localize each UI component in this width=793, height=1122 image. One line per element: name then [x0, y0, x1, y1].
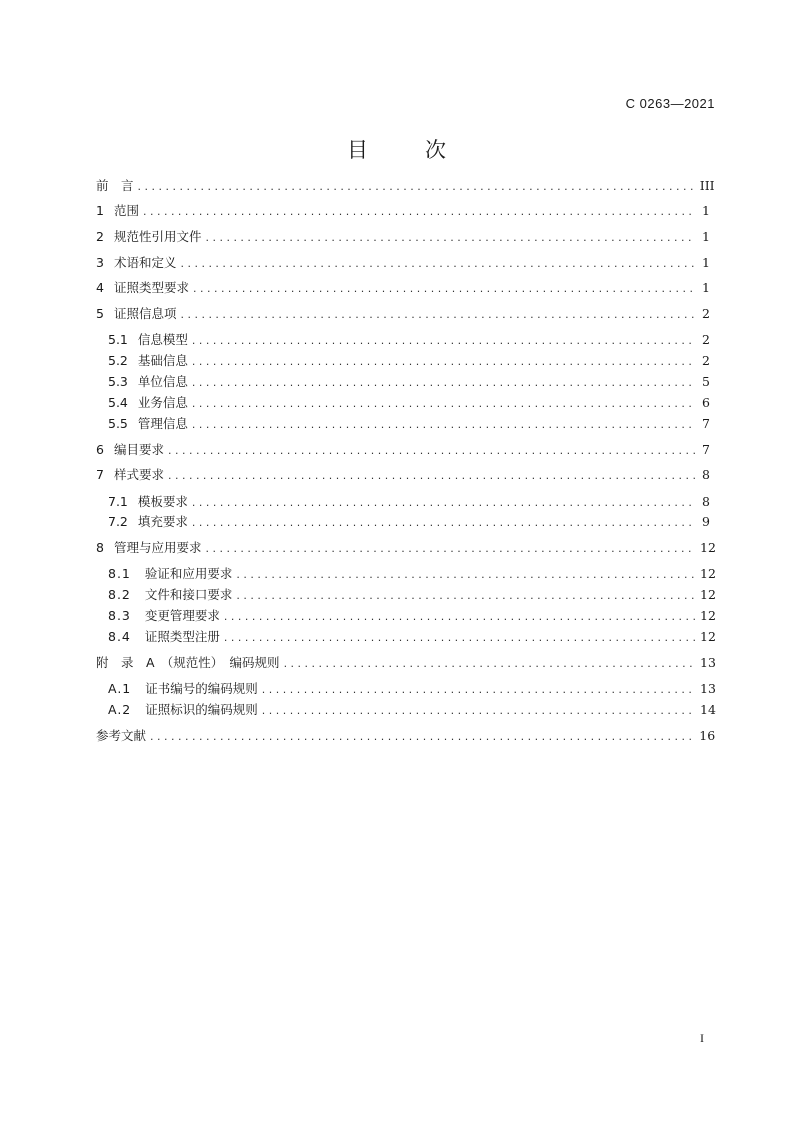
toc-entry-label: 编目要求	[113, 442, 164, 457]
leader-dots	[168, 465, 696, 486]
toc-entry-page: 2	[702, 332, 710, 347]
toc-entry-8-1[interactable]	[108, 564, 716, 584]
toc-entry-8[interactable]	[96, 538, 716, 558]
toc-entry-page: 12	[700, 566, 716, 581]
toc-entry-5[interactable]	[96, 304, 710, 324]
toc-entry-page: 1	[702, 280, 710, 295]
toc-entry-label: 样式要求	[113, 467, 164, 482]
toc-entry-label: 验证和应用要求	[144, 566, 233, 581]
toc-entry-page: 12	[700, 587, 716, 602]
toc-entry-appendix-a[interactable]	[96, 653, 716, 673]
leader-dots	[150, 726, 695, 747]
toc-entry-label: 证书编号的编码规则	[145, 681, 258, 696]
toc-entry-page: 8	[702, 494, 710, 509]
toc-entry-label: 前 言	[96, 178, 134, 193]
toc-entry-page: 1	[702, 203, 710, 218]
toc-entry-5-2[interactable]	[108, 351, 710, 371]
toc-entry-a-2[interactable]	[108, 700, 716, 720]
toc-entry-foreword[interactable]	[96, 176, 715, 196]
toc-entry-6[interactable]	[96, 440, 710, 460]
toc-entry-a-1[interactable]	[108, 679, 716, 699]
leader-dots	[236, 585, 696, 606]
toc-entry-5-1[interactable]	[108, 330, 710, 350]
toc-entry-label: 附 录 A （规范性） 编码规则	[96, 655, 280, 670]
toc-entry-7[interactable]	[96, 465, 710, 485]
leader-dots	[236, 564, 696, 585]
toc-entry-8-3[interactable]	[108, 606, 716, 626]
toc-entry-number: 7.2	[108, 514, 128, 529]
toc-entry-label: 证照标识的编码规则	[145, 702, 258, 717]
toc-entry-5-5[interactable]	[108, 414, 710, 434]
leader-dots	[192, 512, 696, 533]
leader-dots	[224, 606, 696, 627]
leader-dots	[138, 176, 696, 197]
toc-entry-8-2[interactable]	[108, 585, 716, 605]
toc-entry-page: 2	[702, 306, 710, 321]
leader-dots	[205, 227, 696, 248]
toc-entry-page: 6	[702, 395, 710, 410]
toc-entry-label: 管理与应用要求	[113, 540, 202, 555]
toc-entry-number: 5.1	[108, 332, 128, 347]
toc-entry-number: 4	[96, 280, 104, 295]
leader-dots	[192, 330, 696, 351]
toc-entry-references[interactable]	[96, 726, 716, 746]
toc-entry-page: 7	[702, 416, 710, 431]
toc-entry-number: 5	[96, 306, 104, 321]
toc-entry-page: 8	[702, 467, 710, 482]
toc-entry-page: 1	[702, 255, 710, 270]
leader-dots	[180, 253, 696, 274]
toc-entry-page: 14	[700, 702, 716, 717]
toc-entry-page: III	[699, 178, 715, 193]
toc-entry-label: 单位信息	[137, 374, 188, 389]
toc-entry-5-4[interactable]	[108, 393, 710, 413]
toc-entry-page: 13	[700, 681, 716, 696]
toc-entry-label: 基础信息	[137, 353, 188, 368]
toc-entry-page: 2	[702, 353, 710, 368]
toc-entry-label: 证照类型注册	[144, 629, 220, 644]
toc-entry-number: 7.1	[108, 494, 128, 509]
toc-entry-page: 16	[699, 728, 716, 743]
leader-dots	[224, 627, 696, 648]
toc-entry-label: 填充要求	[137, 514, 188, 529]
toc-entry-page: 12	[700, 608, 716, 623]
leader-dots	[262, 679, 696, 700]
toc-entry-page: 1	[702, 229, 710, 244]
leader-dots	[193, 278, 696, 299]
toc-entry-page: 12	[700, 629, 716, 644]
leader-dots	[284, 653, 696, 674]
leader-dots	[192, 372, 696, 393]
toc-entry-label: 文件和接口要求	[144, 587, 233, 602]
toc-entry-label: 证照信息项	[113, 306, 177, 321]
toc-entry-number: 5.2	[108, 353, 128, 368]
toc-entry-number: 8.4	[108, 629, 131, 644]
leader-dots	[262, 700, 696, 721]
toc-entry-number: 8.1	[108, 566, 131, 581]
toc-title: 目 次	[347, 138, 464, 162]
toc-entry-5-3[interactable]	[108, 372, 710, 392]
toc-entry-number: A.1	[108, 681, 132, 696]
toc-entry-page: 5	[702, 374, 710, 389]
toc-entry-number: 5.4	[108, 395, 128, 410]
toc-entry-7-2[interactable]	[108, 512, 710, 532]
toc-entry-number: 3	[96, 255, 104, 270]
toc-entry-4[interactable]	[96, 278, 710, 298]
leader-dots	[143, 201, 696, 222]
toc-entry-2[interactable]	[96, 227, 710, 247]
toc-entry-label: 信息模型	[137, 332, 188, 347]
leader-dots	[192, 414, 696, 435]
leader-dots	[192, 393, 696, 414]
toc-entry-8-4[interactable]	[108, 627, 716, 647]
toc-entry-page: 12	[700, 540, 716, 555]
toc-entry-number: 7	[96, 467, 104, 482]
leader-dots	[168, 440, 696, 461]
toc-entry-number: A.2	[108, 702, 132, 717]
toc-entry-label: 管理信息	[137, 416, 188, 431]
toc-entry-label: 规范性引用文件	[113, 229, 202, 244]
toc-entry-number: 1	[96, 203, 104, 218]
toc-entry-7-1[interactable]	[108, 492, 710, 512]
leader-dots	[205, 538, 696, 559]
toc-entry-number: 8.2	[108, 587, 131, 602]
leader-dots	[180, 304, 696, 325]
toc-entry-number: 5.5	[108, 416, 128, 431]
toc-entry-page: 7	[702, 442, 710, 457]
toc-entry-3[interactable]	[96, 253, 710, 273]
leader-dots	[192, 492, 696, 513]
toc-entry-number: 2	[96, 229, 104, 244]
toc-entry-label: 参考文献	[96, 728, 147, 743]
toc-entry-1[interactable]	[96, 201, 710, 221]
toc-entry-number: 8	[96, 540, 104, 555]
page-number: I	[700, 1031, 704, 1045]
toc-entry-label: 变更管理要求	[144, 608, 220, 623]
toc-entry-number: 8.3	[108, 608, 131, 623]
toc-entry-number: 6	[96, 442, 104, 457]
toc-entry-number: 5.3	[108, 374, 128, 389]
document-code: C 0263—2021	[625, 96, 715, 111]
toc-entry-page: 13	[700, 655, 716, 670]
toc-entry-page: 9	[702, 514, 710, 529]
toc-entry-label: 术语和定义	[113, 255, 177, 270]
leader-dots	[192, 351, 696, 372]
toc-entry-label: 范围	[113, 203, 139, 218]
toc-entry-label: 证照类型要求	[113, 280, 189, 295]
toc-entry-label: 业务信息	[137, 395, 188, 410]
toc-entry-label: 模板要求	[137, 494, 188, 509]
